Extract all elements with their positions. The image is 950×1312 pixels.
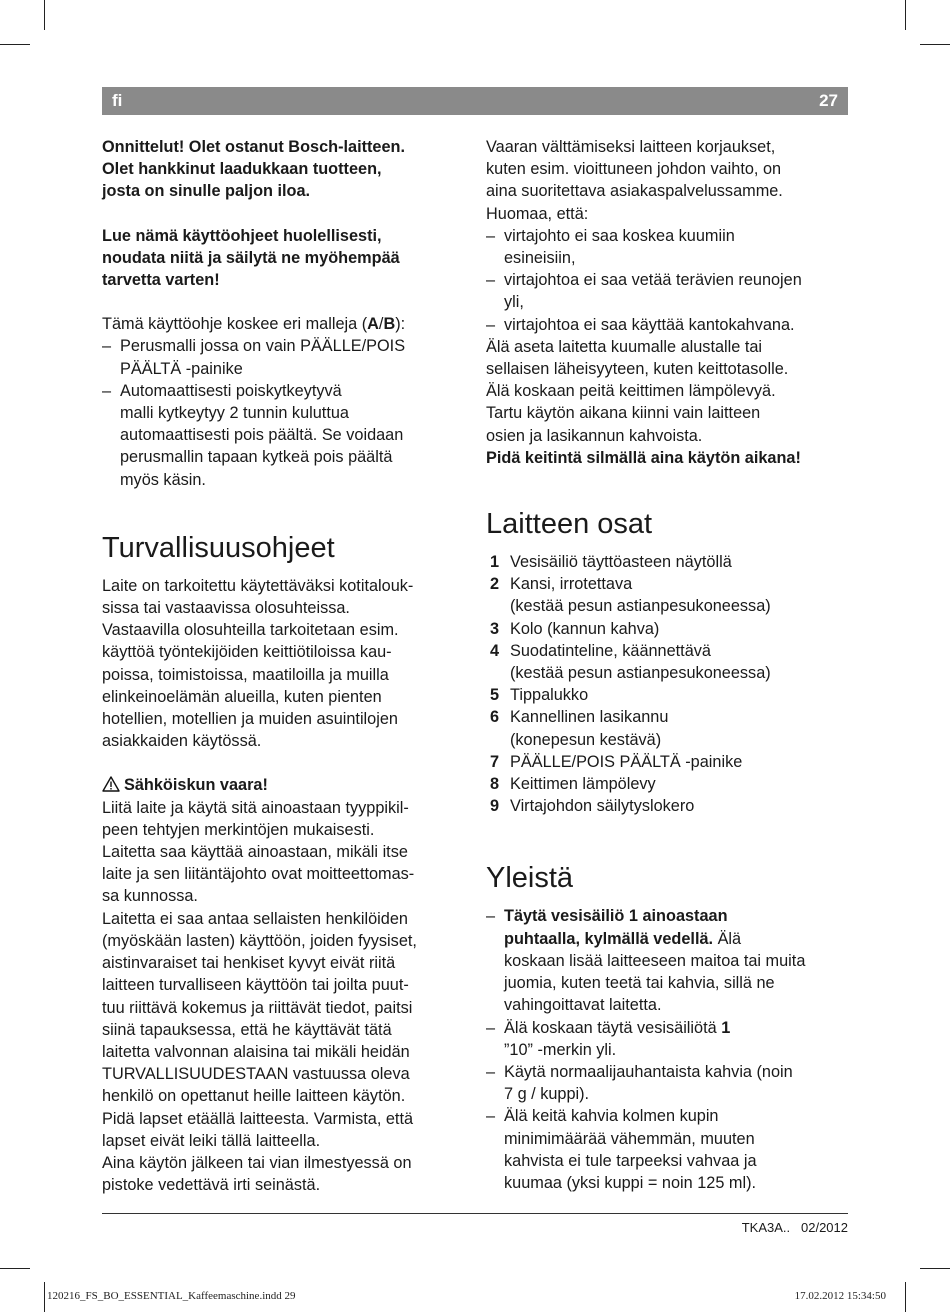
cord-item	[486, 314, 848, 336]
text-line: sa kunnossa.	[102, 887, 198, 906]
text-span: Tämä käyttöohje koskee eri malleja (	[102, 315, 368, 334]
text-line: PÄÄLTÄ -painike	[120, 359, 243, 378]
text-line: aistinvaraiset tai henkiset kyvyt eivät riitä	[102, 954, 396, 973]
text-line: Aina käytön jälkeen tai vian ilmestyessä on	[102, 1153, 412, 1172]
part-item	[486, 751, 848, 773]
text-line: Älä koskaan peitä keittimen lämpölevyä.	[486, 382, 776, 401]
model-code-a: A	[367, 315, 379, 334]
part-item	[486, 706, 848, 750]
text-line: – virtajohtoa ei saa käyttää kantokahvana.	[504, 315, 795, 334]
part-number: 4	[490, 641, 500, 660]
text-line: (kestää pesun astianpesukoneessa)	[510, 664, 771, 683]
text-line: koskaan lisää laitteeseen maitoa tai muita	[504, 951, 806, 970]
text-line: Kolo (kannun kahva)	[510, 619, 660, 638]
text-line: – Automaattisesti poiskytkeytyvä	[120, 381, 342, 400]
part-number: 8	[490, 775, 500, 794]
footer-rule	[102, 1213, 848, 1214]
text-line: josta on sinulle paljon iloa.	[102, 182, 311, 201]
warning-paragraph	[102, 797, 460, 1197]
text-line: – virtajohto ei saa koskea kuumiin	[504, 226, 735, 245]
text-line: Huomaa, että:	[486, 204, 589, 223]
part-item	[486, 573, 848, 617]
text-line: yli,	[504, 293, 524, 312]
part-item	[486, 684, 848, 706]
placement-paragraph	[486, 336, 848, 469]
part-number: 2	[490, 575, 500, 594]
intro-congrats	[102, 136, 460, 203]
text-line: Tippalukko	[510, 686, 589, 705]
part-item	[486, 795, 848, 817]
language-code: fi	[112, 91, 123, 110]
part-number: 9	[490, 797, 500, 816]
text-line: siinä tapauksessa, että he käyttävät tätä	[102, 1020, 392, 1039]
general-heading: Yleistä	[486, 862, 574, 895]
warning-triangle-icon	[102, 776, 120, 792]
text-line: asiakkaiden käytössä.	[102, 732, 262, 751]
part-number: 3	[490, 619, 500, 638]
part-item	[486, 618, 848, 640]
general-item	[486, 1105, 848, 1194]
footer-info	[742, 1220, 848, 1235]
text-line: käyttöä työntekijöiden keittiötiloissa kau-	[102, 643, 392, 662]
text-line: – Perusmalli jossa on vain PÄÄLLE/POIS	[120, 337, 406, 356]
text-line: TURVALLISUUDESTAAN vastuussa oleva	[102, 1065, 410, 1084]
text-line: elinkeinoelämän alueilla, kuten pienten	[102, 687, 382, 706]
text-line: Pidä lapset etäällä laitteesta. Varmista, että	[102, 1109, 414, 1128]
text-span: puhtaalla, kylmällä vedellä.	[504, 929, 714, 948]
text-line: kuten esim. vioittuneen johdon vaihto, on	[486, 160, 782, 179]
part-number: 7	[490, 752, 500, 771]
text-line: henkilö on opettanut heille laitteen käytön.	[102, 1087, 406, 1106]
safety-paragraph	[102, 575, 460, 753]
general-item	[486, 1017, 848, 1061]
part-number: 6	[490, 708, 500, 727]
text-line: 7 g / kuppi).	[504, 1085, 590, 1104]
text-line: Suodatinteline, käännettävä	[510, 641, 711, 660]
page-number: 27	[819, 91, 838, 110]
part-number: 1	[490, 553, 500, 572]
text-line: Onnittelut! Olet ostanut Bosch-laitteen.	[102, 138, 406, 156]
text-line: vahingoittavat laitetta.	[504, 996, 662, 1015]
print-timestamp: 17.02.2012 15:34:50	[794, 1290, 886, 1302]
parts-heading: Laitteen osat	[486, 508, 653, 541]
safety-heading: Turvallisuusohjeet	[102, 531, 335, 564]
crop-mark	[44, 1282, 45, 1312]
crop-mark	[0, 1268, 30, 1269]
text-line: laitteen turvalliseen käyttöön tai joilta puut-	[102, 976, 409, 995]
warning-heading	[102, 774, 460, 796]
text-line: malli kytkeytyy 2 tunnin kuluttua	[120, 404, 349, 423]
text-line: myös käsin.	[120, 470, 206, 489]
part-item	[486, 773, 848, 795]
text-line: ”10” -merkin yli.	[504, 1040, 617, 1059]
text-line: – virtajohtoa ei saa vetää terävien reunojen	[504, 271, 802, 290]
text-line: Laitetta ei saa antaa sellaisten henkilöiden	[102, 909, 408, 928]
text-line: Lue nämä käyttöohjeet huolellisesti,	[102, 226, 382, 245]
page-header	[102, 87, 848, 115]
text-line: Vesisäiliö täyttöasteen näytöllä	[510, 553, 732, 572]
text-line: Vaaran välttämiseksi laitteen korjaukset,	[486, 138, 776, 156]
crop-mark	[920, 1268, 950, 1269]
parts-list	[486, 551, 848, 817]
text-line: (konepesun kestävä)	[510, 730, 662, 749]
crop-mark	[0, 44, 30, 45]
model-item	[102, 335, 460, 379]
left-column	[102, 136, 460, 1196]
text-line: Olet hankkinut laadukkaan tuotteen,	[102, 160, 382, 179]
models-intro	[102, 313, 460, 335]
text-line: PÄÄLLE/POIS PÄÄLTÄ -painike	[510, 752, 743, 771]
text-line: pistoke vedettävä irti seinästä.	[102, 1176, 321, 1195]
text-line: Vastaavilla olosuhteilla tarkoitetaan esim.	[102, 621, 399, 640]
part-item	[486, 640, 848, 684]
text-line: automaattisesti pois päältä. Se voidaan	[120, 426, 404, 445]
text-line: aina suoritettava asiakaspalvelussamme.	[486, 182, 783, 201]
warning-title: Sähköiskun vaara!	[124, 776, 268, 795]
text-span: /	[378, 315, 384, 334]
text-line: poissa, toimistoissa, maatiloilla ja muilla	[102, 665, 389, 684]
text-span: Älä koskaan täytä vesisäiliötä	[504, 1018, 722, 1037]
text-line: – Älä keitä kahvia kolmen kupin	[504, 1107, 719, 1126]
text-line: esineisiin,	[504, 249, 576, 268]
crop-mark	[905, 0, 906, 30]
intro-read-instructions	[102, 225, 460, 292]
text-line: kahvista ei tule tarpeeksi vahvaa ja	[504, 1151, 757, 1170]
crop-mark	[920, 44, 950, 45]
text-line: minimimäärää vähemmän, muuten	[504, 1129, 755, 1148]
cord-item	[486, 269, 848, 313]
text-line: laite ja sen liitäntäjohto ovat moitteettomas-	[102, 865, 415, 884]
general-list	[486, 905, 848, 1194]
right-column	[486, 136, 848, 1194]
text-line: lapset eivät leiki tällä laitteella.	[102, 1131, 321, 1150]
model-code-b: B	[383, 315, 396, 334]
text-line: Kannellinen lasikannu	[510, 708, 669, 727]
text-line: – Täytä vesisäiliö 1 ainoastaan	[504, 907, 728, 926]
print-file-info: 120216_FS_BO_ESSENTIAL_Kaffeemaschine.indd 29	[47, 1290, 296, 1302]
text-line: Laitetta saa käyttää ainoastaan, mikäli itse	[102, 843, 408, 862]
crop-mark	[905, 1282, 906, 1312]
crop-mark	[44, 0, 45, 30]
text-span: Älä	[713, 929, 742, 948]
text-line: osien ja lasikannun kahvoista.	[486, 426, 703, 445]
general-item	[486, 905, 848, 1016]
text-line: tuu riittävä kokemus ja riittävät tiedot, paitsi	[102, 998, 413, 1017]
general-item	[486, 1061, 848, 1105]
text-line: Kansi, irrotettava	[510, 575, 633, 594]
text-span: 1	[721, 1018, 731, 1037]
text-line: juomia, kuten teetä tai kahvia, sillä ne	[504, 974, 775, 993]
text-line: (kestää pesun astianpesukoneessa)	[510, 597, 771, 616]
text-line: noudata niitä ja säilytä ne myöhempää	[102, 248, 400, 267]
text-line: sellaisen läheisyyteen, kuten keittotasolle.	[486, 360, 789, 379]
text-line: (myöskään lasten) käyttöön, joiden fyysiset,	[102, 931, 417, 950]
text-line: Tartu käytön aikana kiinni vain laitteen	[486, 404, 761, 423]
model-item	[102, 380, 460, 491]
cord-item	[486, 225, 848, 269]
text-line: laitetta valvonnan alaisina tai mikäli heidän	[102, 1042, 410, 1061]
part-item	[486, 551, 848, 573]
text-line: Älä aseta laitetta kuumalle alustalle tai	[486, 337, 763, 356]
edition-date: 02/2012	[801, 1220, 848, 1235]
text-line: hotellien, motellien ja muiden asuintilojen	[102, 710, 398, 729]
model-code: TKA3A..	[741, 1220, 791, 1235]
text-line: Laite on tarkoitettu käytettäväksi kotitalouk-	[102, 576, 414, 595]
part-number: 5	[490, 686, 500, 705]
repair-paragraph	[486, 136, 848, 225]
text-line: – Käytä normaalijauhantaista kahvia (noin	[504, 1062, 793, 1081]
text-line: peen tehtyjen merkintöjen mukaisesti.	[102, 820, 375, 839]
text-line: perusmallin tapaan kytkeä pois päältä	[120, 448, 393, 467]
text-line: tarvetta varten!	[102, 271, 220, 290]
text-line: sissa tai vastaavissa olosuhteissa.	[102, 599, 350, 618]
text-line: kuumaa (yksi kuppi = noin 125 ml).	[504, 1173, 757, 1192]
text-span: ):	[395, 315, 406, 334]
text-line: Virtajohdon säilytyslokero	[510, 797, 695, 816]
text-line: Keittimen lämpölevy	[510, 775, 656, 794]
supervise-notice: Pidä keitintä silmällä aina käytön aikana!	[486, 448, 801, 467]
text-line: Liitä laite ja käytä sitä ainoastaan tyyppikil-	[102, 798, 409, 817]
